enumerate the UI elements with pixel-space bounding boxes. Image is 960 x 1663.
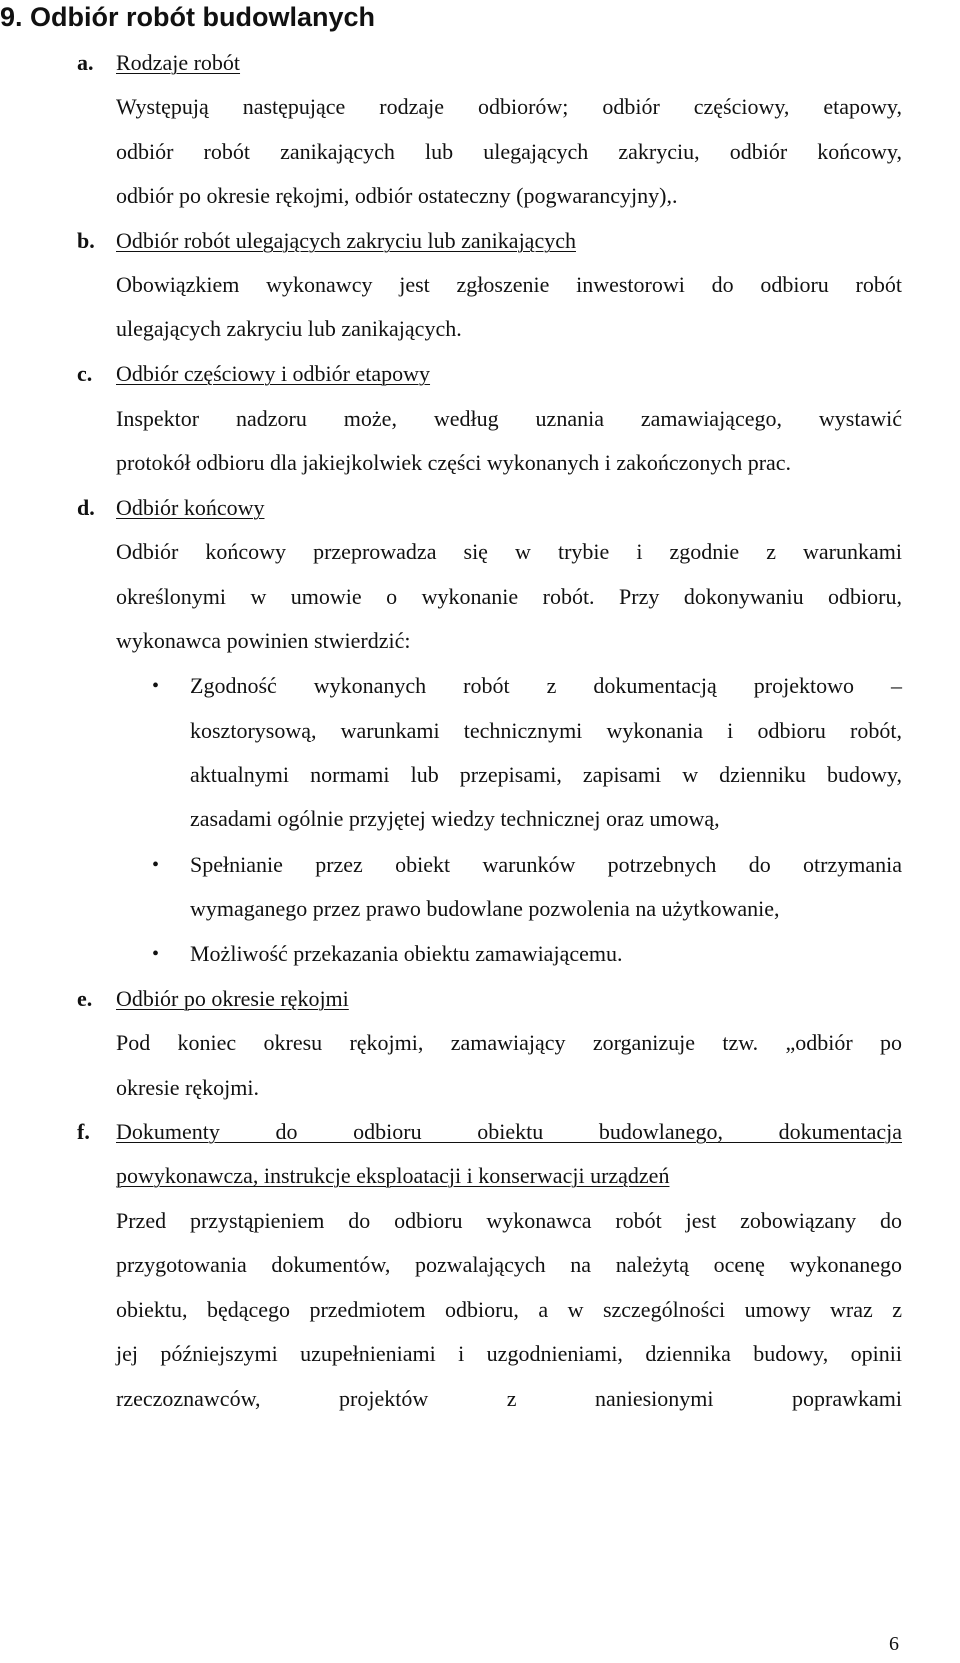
subsection-f-line-5: rzeczoznawców, projektów z naniesionymi poprawkami — [116, 1386, 902, 1411]
subsection-c-line-1: Inspektor nadzoru może, według uznania zamawiającego, wystawić — [116, 406, 902, 431]
bullet-1-line-1: Zgodność wykonanych robót z dokumentacją projektowo – — [190, 673, 902, 698]
bullet-1-line-2: kosztorysową, warunkami technicznymi wykonania i odbioru robót, — [190, 718, 902, 743]
subsection-e-title: Odbiór po okresie rękojmi — [116, 986, 349, 1011]
subsection-e-line-1: Pod koniec okresu rękojmi, zamawiający zorganizuje tzw. „odbiór po — [116, 1030, 902, 1055]
page-number: 6 — [889, 1633, 899, 1655]
bullet-1-line-3: aktualnymi normami lub przepisami, zapisami w dzienniku budowy, — [190, 762, 902, 787]
bullet-icon: • — [152, 854, 160, 876]
subsection-e-label: e. — [77, 986, 93, 1011]
subsection-a-line-3: odbiór po okresie rękojmi, odbiór ostateczny (pogwarancyjny),. — [116, 183, 678, 208]
subsection-d-line-2: określonymi w umowie o wykonanie robót. Przy dokonywaniu odbioru, — [116, 584, 902, 609]
subsection-b-title: Odbiór robót ulegających zakryciu lub zanikających — [116, 228, 576, 253]
subsection-b-line-2: ulegających zakryciu lub zanikających. — [116, 316, 462, 341]
subsection-d-line-3: wykonawca powinien stwierdzić: — [116, 628, 411, 653]
subsection-f-title-line-1: Dokumenty do odbioru obiektu budowlanego, dokumentacja — [116, 1119, 902, 1144]
subsection-f-line-4: jej późniejszymi uzupełnieniami i uzgodnieniami, dziennika budowy, opinii — [116, 1341, 902, 1366]
bullet-2-line-2: wymaganego przez prawo budowlane pozwolenia na użytkowanie, — [190, 896, 780, 921]
subsection-f-line-2: przygotowania dokumentów, pozwalających na należytą ocenę wykonanego — [116, 1252, 902, 1277]
bullet-icon: • — [152, 675, 160, 697]
subsection-f-title-line-2: powykonawcza, instrukcje eksploatacji i konserwacji urządzeń — [116, 1163, 670, 1188]
subsection-a-label: a. — [77, 50, 94, 75]
subsection-e-line-2: okresie rękojmi. — [116, 1075, 259, 1100]
subsection-a-line-1: Występują następujące rodzaje odbiorów; odbiór częściowy, etapowy, — [116, 94, 902, 119]
section-heading: 9. Odbiór robót budowlanych — [0, 2, 375, 32]
subsection-c-line-2: protokół odbioru dla jakiejkolwiek części wykonanych i zakończonych prac. — [116, 450, 792, 475]
subsection-c-label: c. — [77, 361, 93, 386]
subsection-b-label: b. — [77, 228, 95, 253]
subsection-d-title: Odbiór końcowy — [116, 495, 265, 520]
subsection-c-title: Odbiór częściowy i odbiór etapowy — [116, 361, 431, 386]
subsection-f-label: f. — [77, 1119, 90, 1144]
subsection-f-line-3: obiektu, będącego przedmiotem odbioru, a w szczególności umowy wraz z — [116, 1297, 902, 1322]
bullet-3-line-1: Możliwość przekazania obiektu zamawiającemu. — [190, 941, 623, 966]
bullet-1-line-4: zasadami ogólnie przyjętej wiedzy technicznej oraz umową, — [190, 806, 720, 831]
subsection-b-line-1: Obowiązkiem wykonawcy jest zgłoszenie inwestorowi do odbioru robót — [116, 272, 902, 297]
subsection-a-line-2: odbiór robót zanikających lub ulegających zakryciu, odbiór końcowy, — [116, 139, 902, 164]
subsection-d-label: d. — [77, 495, 95, 520]
bullet-2-line-1: Spełnianie przez obiekt warunków potrzebnych do otrzymania — [190, 852, 902, 877]
subsection-d-line-1: Odbiór końcowy przeprowadza się w trybie i zgodnie z warunkami — [116, 539, 902, 564]
subsection-f-line-1: Przed przystąpieniem do odbioru wykonawca robót jest zobowiązany do — [116, 1208, 902, 1233]
bullet-icon: • — [152, 943, 160, 965]
subsection-a-title: Rodzaje robót — [116, 50, 241, 75]
